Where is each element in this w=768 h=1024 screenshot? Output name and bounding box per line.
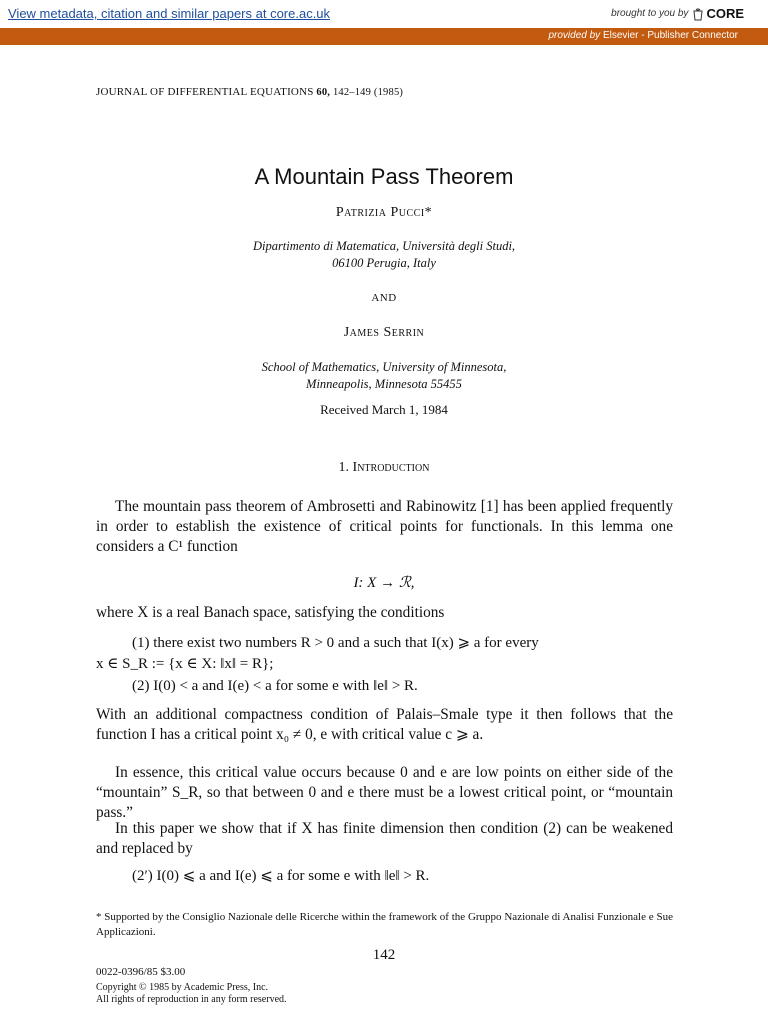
condition-1 (96, 633, 673, 675)
journal-name: JOURNAL OF DIFFERENTIAL EQUATIONS (96, 86, 314, 98)
section-heading (0, 460, 768, 476)
section-number: 1. (338, 460, 350, 475)
condition-1-line-2: x ∈ S_R := {x ∈ X: ‖x‖ = R}; (96, 656, 274, 672)
author-2: James Serrin (343, 325, 425, 340)
affiliation-1 (0, 238, 768, 272)
display-equation: I: X → ℛ, (353, 575, 415, 591)
copyright-line: Copyright © 1985 by Academic Press, Inc. (96, 982, 269, 993)
brought-by-text: brought to you by (611, 8, 689, 19)
condition-2: (2) I(0) < a and I(e) < a for some e with ‖e‖ > R. (132, 678, 418, 694)
footnote: * Supported by the Consiglio Nazionale delle Ricerche within the framework of the Gruppo Nazionale di Analisi Funzionale e Sue Applicazioni. (96, 911, 673, 938)
core-banner (0, 0, 768, 29)
condition-2-prime: (2′) I(0) ⩽ a and I(e) ⩽ a for some e with ‖e‖ > R. (132, 868, 430, 884)
article-code: 0022-0396/85 $3.00 (96, 966, 186, 978)
page-number: 142 (372, 947, 396, 963)
core-logo[interactable] (692, 6, 744, 21)
core-logo-text: CORE (706, 6, 744, 21)
provided-prefix: provided by (548, 30, 601, 41)
core-metadata-link[interactable]: View metadata, citation and similar papers at core.ac.uk (8, 6, 331, 21)
brought-by (611, 6, 744, 21)
affiliation-2-line-2: Minneapolis, Minnesota 55455 (306, 377, 462, 391)
affiliation-2 (0, 359, 768, 393)
journal-line (96, 86, 403, 98)
core-logo-icon (692, 7, 704, 21)
journal-pages: 142–149 (1985) (332, 87, 404, 98)
author-1: Patrizia Pucci* (335, 205, 433, 220)
affiliation-1-line-1: Dipartimento di Matematica, Università degli Studi, (252, 239, 516, 253)
paragraph-2: where X is a real Banach space, satisfying the conditions (96, 604, 445, 621)
provider-text (548, 30, 738, 41)
affiliation-1-line-2: 06100 Perugia, Italy (332, 256, 436, 270)
condition-1-line-1: (1) there exist two numbers R > 0 and a such that I(x) ⩾ a for every (132, 635, 539, 651)
paragraph-1: The mountain pass theorem of Ambrosetti and Rabinowitz [1] has been applied frequently in order to establish the existence of critical points for functionals. In this lemma one considers a C¹ function (96, 498, 673, 555)
journal-volume: 60, (316, 87, 331, 98)
paragraph-5: In this paper we show that if X has finite dimension then condition (2) can be weakened and replaced by (96, 820, 673, 857)
paper-title: A Mountain Pass Theorem (254, 164, 514, 189)
received-date: Received March 1, 1984 (320, 402, 448, 417)
section-title: Introduction (352, 460, 430, 475)
rights-line: All rights of reproduction in any form reserved. (96, 994, 287, 1005)
and-separator: AND (371, 292, 397, 304)
provider-link[interactable]: Elsevier - Publisher Connector (602, 30, 738, 41)
provider-bar (0, 28, 768, 45)
affiliation-2-line-1: School of Mathematics, University of Minnesota, (261, 360, 507, 374)
paragraph-3: With an additional compactness condition of Palais–Smale type it then follows that the function I has a critical point x₀ ≠ 0, e with critical value c ⩾ a. (96, 706, 673, 743)
paragraph-4: In essence, this critical value occurs because 0 and e are low points on either side of the “mountain” S_R, so that between 0 and e there must be a lowest critical point, or “mountain pass.” (96, 764, 673, 821)
